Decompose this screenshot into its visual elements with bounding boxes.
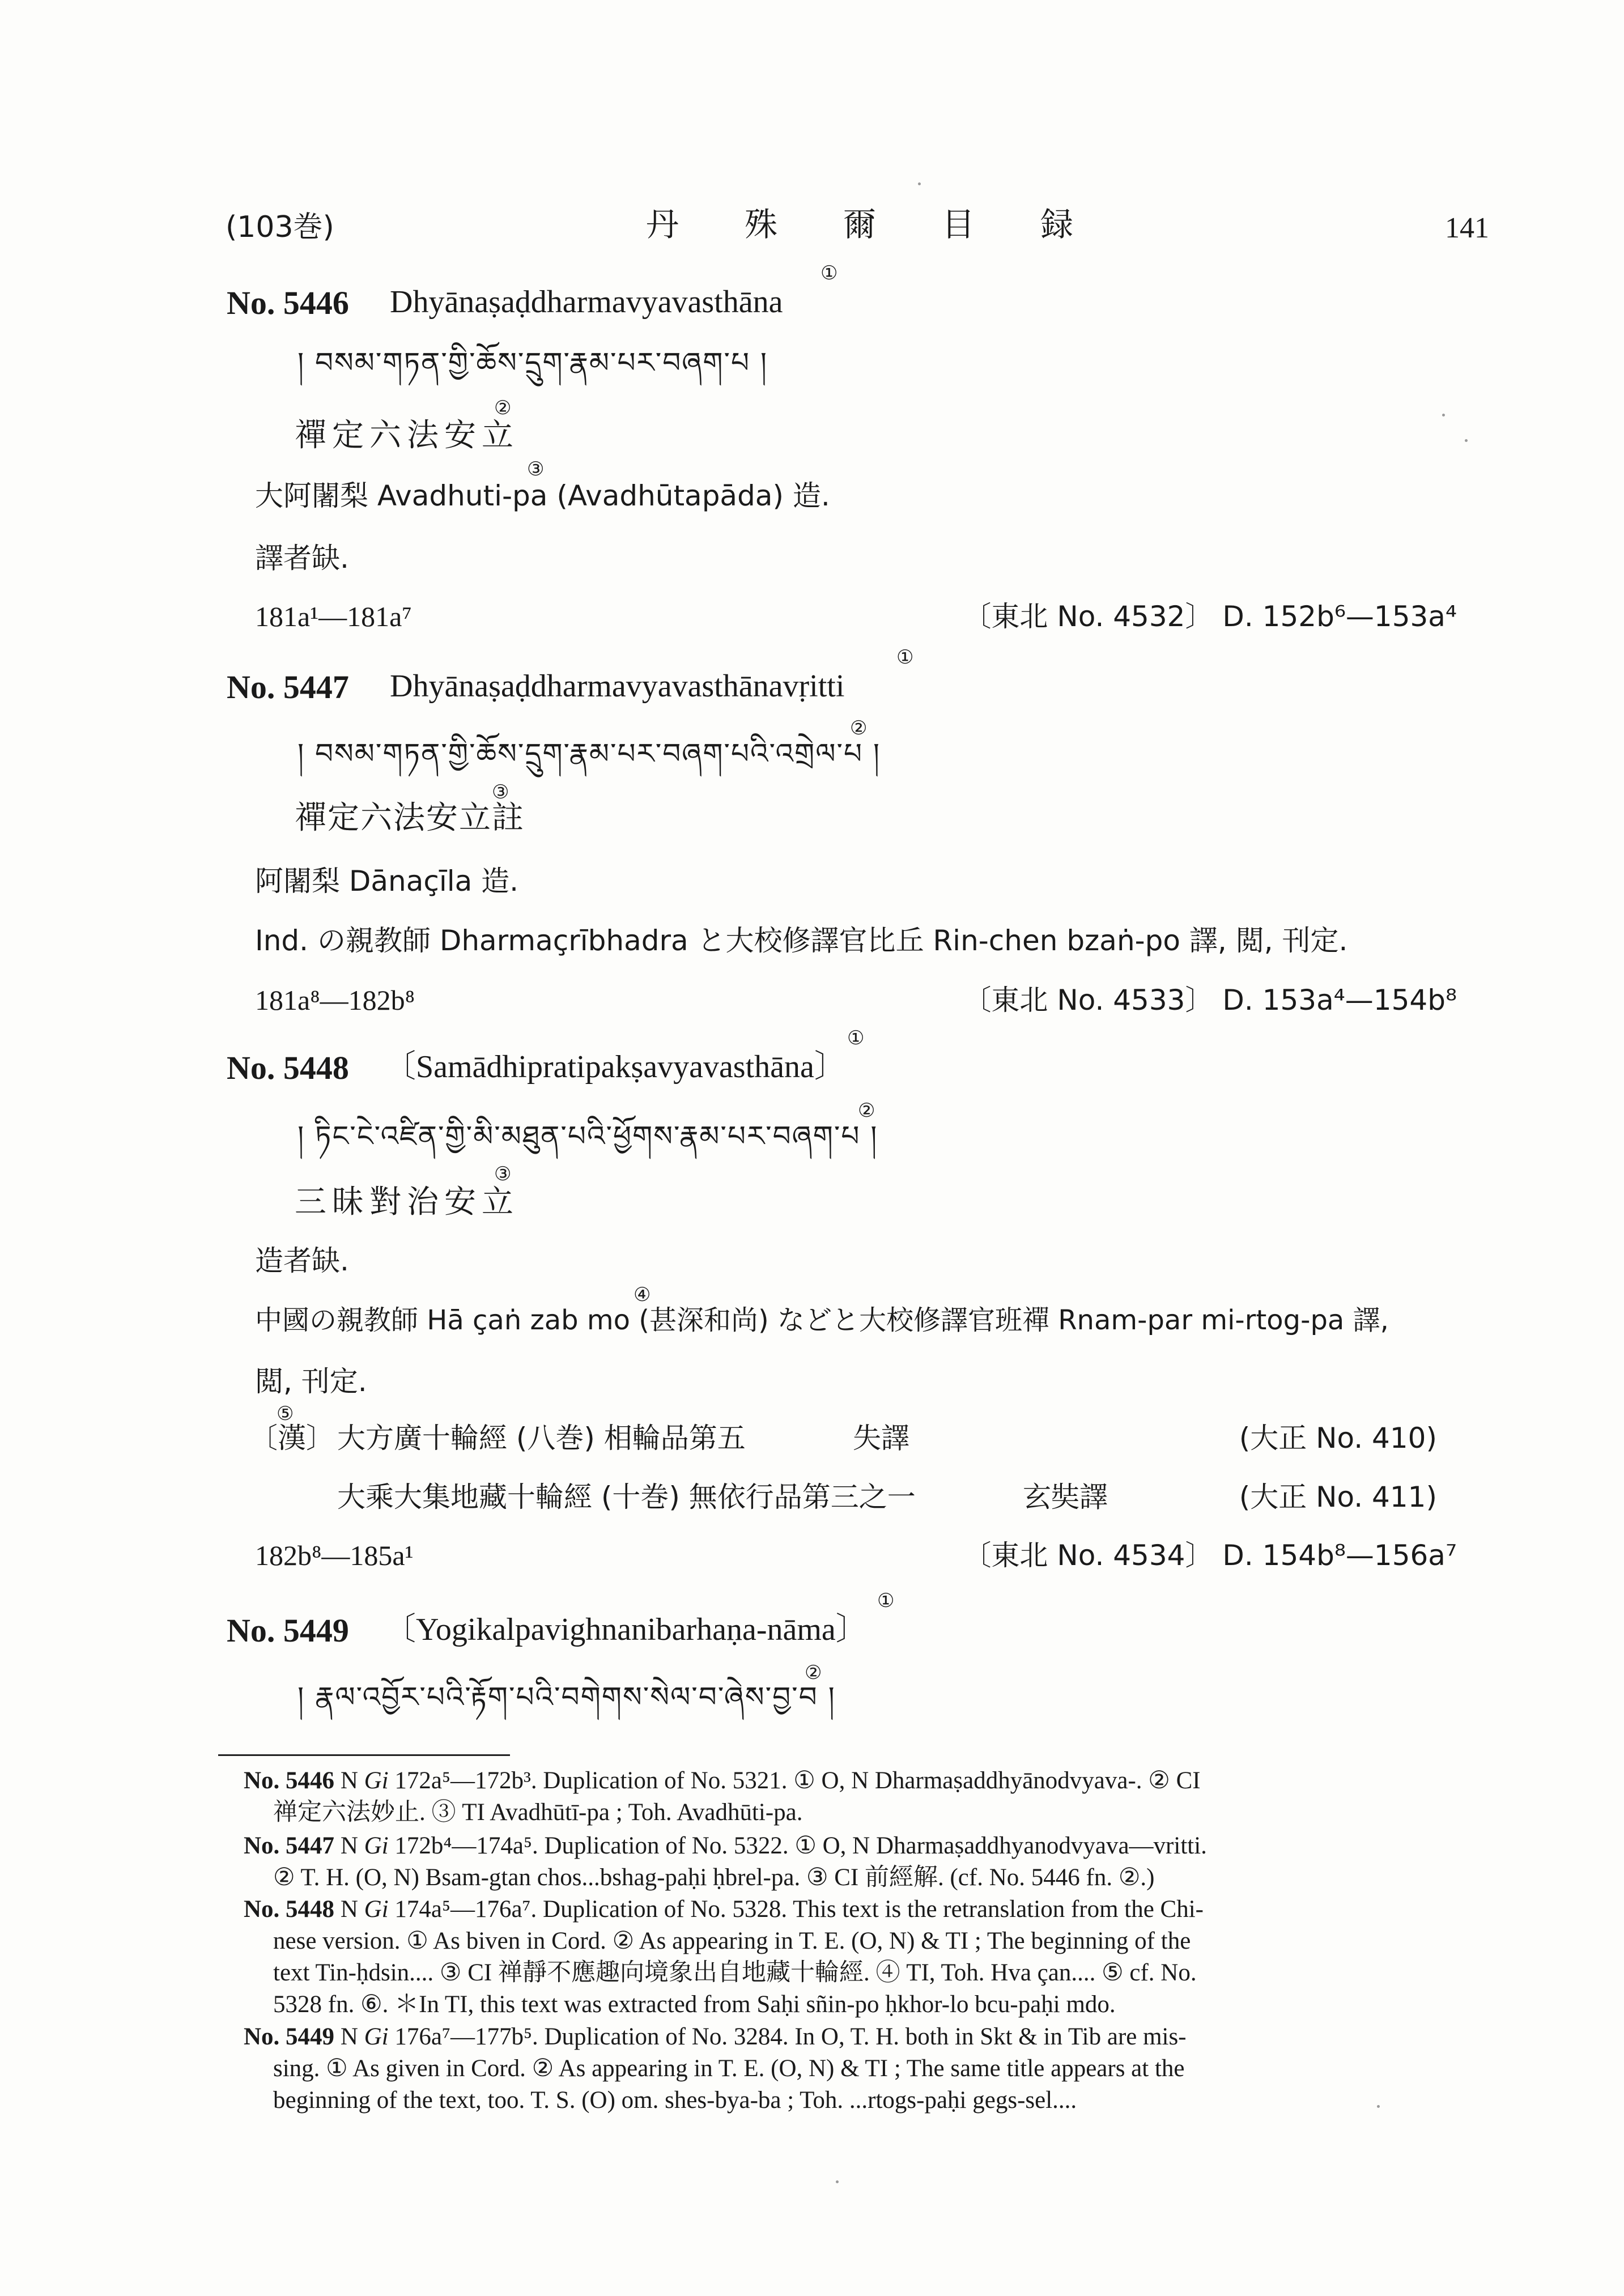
footnote-mark: ① [847, 1027, 865, 1049]
translator-line: Ind. の親教師 Dharmaçrībhadra と大校修譯官比丘 Rin-chen bzaṅ-po 譯, 閲, 刊定. [255, 924, 1348, 957]
footnote-text: 172b⁴—174a⁵. Duplication of No. 5322. ① O, N Dharmaṣaddhyanodvyava—vritti. [394, 1832, 1207, 1859]
footnote-5447 [244, 1830, 1479, 1894]
footnote-source: N [340, 2023, 358, 2050]
entry-number: No. 5449 [227, 1612, 349, 1649]
han-title-2: 大乘大集地藏十輪經 (十巻) 無依行品第三之一 [337, 1481, 916, 1513]
footnote-5448 [244, 1894, 1479, 2021]
footnote-mark: ② [494, 397, 512, 419]
footnote-text: 172a⁵—172b³. Duplication of No. 5321. ① O, N Dharmaṣaddhyānodvyava-. ② CI [394, 1767, 1201, 1794]
footnote-source: N [340, 1896, 358, 1923]
sanskrit-title: 〔Yogikalpavighnanibarhaṇa-nāma〕 [384, 1612, 868, 1647]
han-translator-2: 玄奘譯 [1023, 1481, 1108, 1513]
footnote-mark: ③ [494, 1163, 512, 1185]
page-title: 丹 殊 爾 目 録 [646, 205, 1074, 244]
catalog-ref: 〔東北 No. 4533〕 D. 153a⁴—154b⁸ [963, 984, 1457, 1017]
page-number: 141 [1445, 212, 1489, 244]
author-line: 阿闍梨 Dānaçīla 造. [255, 865, 519, 898]
entry-number: No. 5447 [227, 669, 349, 705]
footnote-source: N [340, 1767, 358, 1794]
scan-speck [1377, 2105, 1380, 2108]
footnote-mark: ② [858, 1099, 875, 1122]
translator-line: 譯者缺. [255, 542, 349, 575]
han-translator-1: 失譯 [853, 1422, 909, 1455]
footnote-mark: ① [896, 646, 914, 669]
han-label: 〔漢〕 [249, 1422, 334, 1455]
tibetan-title: ། རྣལ་འབྱོར་པའི་རྟོག་པའི་བགེགས་སེལ་བ་ཞེས་བྱ་བ ། [297, 1681, 836, 1714]
folio-range: 181a¹—181a⁷ [255, 601, 412, 632]
footnote-text: beginning of the text, too. T. S. (O) om. shes-bya-ba ; Toh. ...rtogs-paḥi gegs-sel.... [273, 2087, 1077, 2114]
footnote-section: Gi [364, 1832, 389, 1859]
footnote-entry-number: No. 5446 [244, 1767, 335, 1794]
footnote-text: 176a⁷—177b⁵. Duplication of No. 3284. In O, T. H. both in Skt & in Tib are mis- [394, 2023, 1187, 2050]
footnote-mark: ③ [492, 781, 509, 803]
footnote-mark: ③ [527, 458, 545, 481]
footnote-text: 5328 fn. ⑥. ＊In TI, this text was extracted from Saḥi sñin-po ḥkhor-lo bcu-paḥi mdo. [273, 1991, 1116, 2018]
footnote-mark: ① [820, 262, 838, 284]
translator-line: 中國の親教師 Hā çaṅ zab mo (甚深和尚) などと大校修譯官班禪 Rnam-par mi-rtog-pa 譯, [255, 1304, 1389, 1336]
scan-speck [836, 2180, 839, 2183]
folio-range: 182b⁸—185a¹ [255, 1540, 414, 1571]
catalog-ref: 〔東北 No. 4534〕 D. 154b⁸—156a⁷ [963, 1539, 1457, 1572]
footnote-5449 [244, 2021, 1479, 2116]
footnote-mark: ② [805, 1661, 822, 1684]
volume-label: (103巻) [226, 210, 334, 244]
chinese-title: 禪定六法安立 [295, 417, 519, 454]
sanskrit-title: Dhyānaṣaḍdharmavyavasthāna [390, 284, 783, 320]
catalog-ref: 〔東北 No. 4532〕 D. 152b⁶—153a⁴ [963, 600, 1457, 633]
han-title-1: 大方廣十輪經 (八巻) 相輪品第五 [337, 1422, 746, 1455]
author-line: 造者缺. [255, 1244, 349, 1277]
sanskrit-title: Dhyānaṣaḍdharmavyavasthānavṛitti [390, 669, 845, 704]
tibetan-title: ། བསམ་གཏན་གྱི་ཆོས་དྲུག་རྣམ་པར་བཞག་པ ། [297, 346, 768, 379]
footnote-mark: ⑤ [277, 1402, 294, 1425]
footnote-entry-number: No. 5448 [244, 1896, 335, 1923]
sanskrit-title: 〔Samādhipratipakṣavyavasthāna〕 [384, 1049, 846, 1085]
footnote-entry-number: No. 5449 [244, 2023, 335, 2050]
chinese-title: 禪定六法安立註 [295, 800, 525, 836]
footnote-section: Gi [364, 2023, 389, 2050]
footnote-text: nese version. ① As biven in Cord. ② As appearing in T. E. (O, N) & TI ; The beginning of the [273, 1928, 1191, 1954]
taisho-ref-1: (大正 No. 410) [1239, 1422, 1437, 1455]
footnote-mark: ② [850, 717, 868, 739]
scan-speck [1442, 414, 1445, 416]
footnote-text: sing. ① As given in Cord. ② As appearing in T. E. (O, N) & TI ; The same title appears at the [273, 2055, 1185, 2082]
folio-range: 181a⁸—182b⁸ [255, 984, 415, 1016]
footnote-section: Gi [364, 1767, 389, 1794]
footnote-mark: ④ [634, 1283, 651, 1306]
chinese-title: 三昧對治安立 [295, 1184, 519, 1221]
entry-number: No. 5446 [227, 284, 349, 321]
scan-speck [1465, 439, 1468, 442]
author-line: 大阿闍梨 Avadhuti-pa (Avadhūtapāda) 造. [255, 479, 830, 512]
footnote-divider [218, 1754, 510, 1756]
footnote-text: 禅定六法妙止. ③ TI Avadhūtī-pa ; Toh. Avadhūti-pa. [273, 1799, 803, 1826]
footnote-text: text Tin-ḥdsin.... ③ CI 禅靜不應趣向境象出自地藏十輪經. ④ TI, Toh. Hva çan.... ⑤ cf. No. [273, 1959, 1197, 1986]
tibetan-title: ། བསམ་གཏན་གྱི་ཆོས་དྲུག་རྣམ་པར་བཞག་པའི་འགྲེལ་པ ། [297, 737, 881, 770]
scan-speck [918, 182, 921, 185]
footnote-source: N [340, 1832, 358, 1859]
footnote-mark: ① [877, 1589, 895, 1612]
footnote-section: Gi [364, 1896, 389, 1923]
footnote-text: 174a⁵—176a⁷. Duplication of No. 5328. This text is the retranslation from the Chi- [394, 1896, 1204, 1923]
entry-number: No. 5448 [227, 1049, 349, 1086]
footnote-5446 [244, 1765, 1479, 1829]
translator-line-cont: 閲, 刊定. [255, 1365, 367, 1398]
footnote-entry-number: No. 5447 [244, 1832, 335, 1859]
tibetan-title: ། ཏིང་ངེ་འཛིན་གྱི་མི་མཐུན་པའི་ཕྱོགས་རྣམ་པར་བཞག་པ ། [297, 1120, 878, 1153]
footnote-text: ② T. H. (O, N) Bsam-gtan chos...bshag-paḥi ḥbrel-pa. ③ CI 前經解. (cf. No. 5446 fn. ②.) [273, 1864, 1155, 1891]
taisho-ref-2: (大正 No. 411) [1239, 1481, 1437, 1513]
